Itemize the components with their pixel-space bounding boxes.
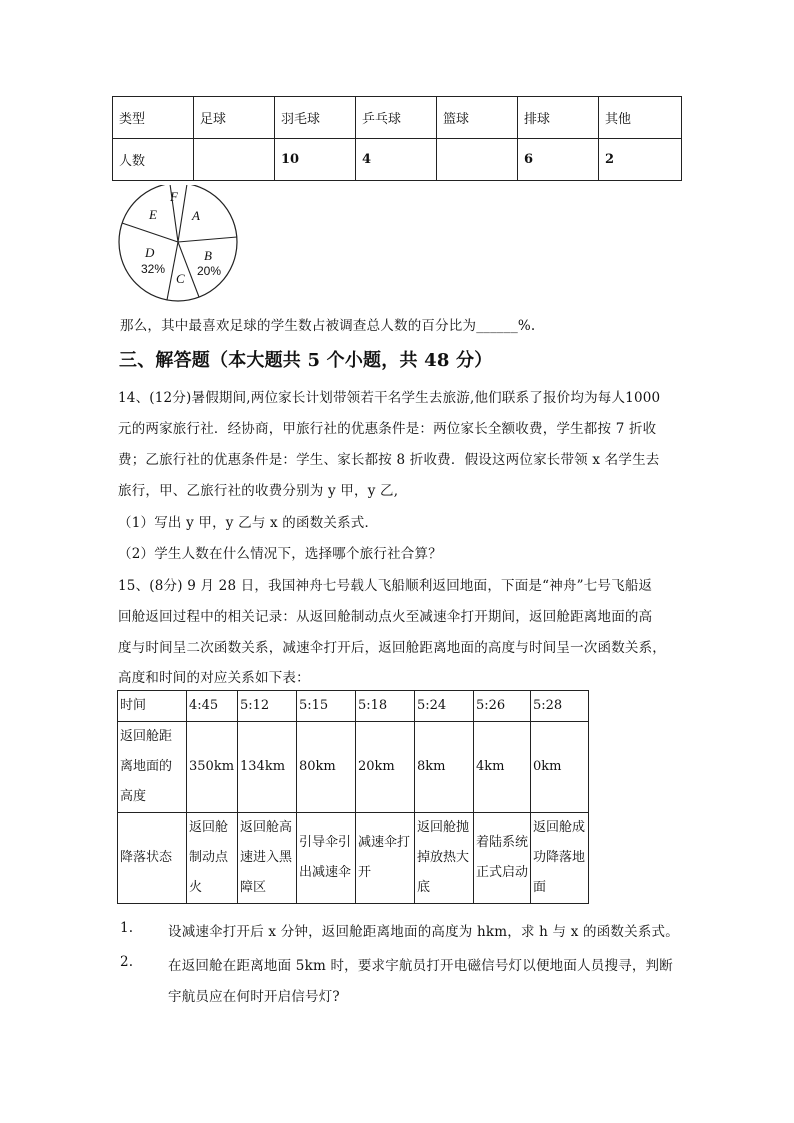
table-row — [118, 691, 589, 722]
cell-line: 速进入黑 — [240, 850, 293, 865]
q15-line: 15、(8分) 9 月 28 日，我国神舟七号载人飞船顺利返回地面，下面是“神舟”七号飞船返 — [118, 578, 653, 594]
table-cell: 羽毛球 — [275, 97, 356, 139]
table-cell: 类型 — [113, 97, 194, 139]
table-cell: 80km — [297, 722, 356, 813]
q15-sub: 设减速伞打开后 x 分钟，返回舱距离地面的高度为 hkm，求 h 与 x 的函数关系式。 — [168, 924, 679, 940]
table-cell — [118, 722, 187, 813]
cell-line: 正式启动 — [476, 865, 529, 880]
table-cell: 降落状态 — [118, 813, 187, 904]
cell-line: 着陆系统 — [476, 835, 529, 850]
pie-pct-d: 32% — [141, 262, 166, 276]
cell-line: 出减速伞 — [299, 865, 352, 880]
table-cell: 时间 — [118, 691, 187, 722]
table-cell: 人数 — [113, 139, 194, 181]
q13-tail: 那么，其中最喜欢足球的学生数占被调查总人数的百分比为______%. — [120, 318, 536, 334]
cell-line: 返回舱抛 — [417, 820, 470, 835]
table-cell — [187, 813, 238, 904]
pie-chart — [116, 185, 242, 305]
q15-line: 高度和时间的对应关系如下表： — [118, 670, 310, 686]
cell-line: 引导伞引 — [299, 835, 352, 850]
pie-label-b: B — [204, 248, 212, 263]
table-cell: 10 — [275, 139, 356, 181]
cell-line: 离地面的 — [120, 759, 173, 774]
table-cell: 134km — [238, 722, 297, 813]
sports-table — [112, 96, 682, 181]
q14-line: 14、(12分)暑假期间,两位家长计划带领若干名学生去旅游,他们联系了报价均为每人1000 — [118, 390, 661, 406]
pie-divider — [178, 237, 237, 242]
table-cell — [238, 813, 297, 904]
table-row — [113, 139, 682, 181]
pie-label-f: F — [170, 189, 178, 204]
table-cell — [297, 813, 356, 904]
q15-line: 回舱返回过程中的相关记录：从返回舱制动点火至减速伞打开期间，返回舱距离地面的高 — [118, 609, 653, 625]
table-row — [118, 722, 589, 813]
cell-line: 开 — [358, 865, 372, 880]
table-cell — [415, 813, 474, 904]
table-cell: 其他 — [599, 97, 682, 139]
cell-line: 返回舱高 — [240, 820, 293, 835]
table-row — [118, 813, 589, 904]
table-cell: 4 — [356, 139, 437, 181]
pie-pct-b: 20% — [197, 264, 222, 278]
q14-line: 元的两家旅行社．经协商，甲旅行社的优惠条件是：两位家长全额收费，学生都按 7 折收 — [118, 421, 657, 437]
descent-table — [117, 690, 589, 904]
pie-divider — [178, 185, 187, 242]
table-cell: 篮球 — [437, 97, 518, 139]
cell-line: 功降落地 — [533, 850, 586, 865]
cell-line: 返回舱距 — [120, 729, 173, 744]
table-row — [113, 97, 682, 139]
pie-divider — [122, 223, 178, 242]
table-cell: 5:12 — [238, 691, 297, 722]
cell-line: 障区 — [240, 880, 267, 895]
table-cell — [194, 139, 275, 181]
table-cell: 350km — [187, 722, 238, 813]
table-cell: 5:26 — [474, 691, 531, 722]
q14-part: （2）学生人数在什么情况下，选择哪个旅行社合算？ — [118, 546, 442, 562]
q15-sub: 在返回舱在距离地面 5km 时，要求宇航员打开电磁信号灯以便地面人员搜寻，判断 — [168, 958, 673, 974]
table-cell: 20km — [356, 722, 415, 813]
cell-line: 火 — [189, 880, 203, 895]
cell-line: 掉放热大 — [417, 850, 470, 865]
q14-part: （1）写出 y 甲，y 乙与 x 的函数关系式． — [118, 515, 379, 531]
table-cell — [437, 139, 518, 181]
cell-line: 底 — [417, 880, 431, 895]
table-cell: 5:28 — [531, 691, 589, 722]
cell-line: 面 — [533, 880, 547, 895]
cell-line: 返回舱成 — [533, 820, 586, 835]
table-cell: 4:45 — [187, 691, 238, 722]
cell-line: 高度 — [120, 789, 147, 804]
table-cell: 8km — [415, 722, 474, 813]
table-cell: 排球 — [518, 97, 599, 139]
q15-sub-number: 2. — [120, 954, 134, 970]
cell-line: 制动点 — [189, 850, 229, 865]
q14-line: 旅行，甲、乙旅行社的收费分别为 y 甲，y 乙, — [118, 483, 399, 499]
pie-label-a: A — [192, 208, 200, 223]
q15-line: 度与时间呈二次函数关系，减速伞打开后，返回舱距离地面的高度与时间呈一次函数关系， — [118, 640, 666, 656]
table-cell — [356, 813, 415, 904]
q15-sub: 宇航员应在何时开启信号灯? — [168, 989, 340, 1005]
pie-label-d: D — [145, 245, 155, 260]
table-cell: 5:18 — [356, 691, 415, 722]
pie-divider — [178, 242, 199, 297]
pie-label-c: C — [176, 271, 185, 286]
table-cell: 5:24 — [415, 691, 474, 722]
table-cell: 0km — [531, 722, 589, 813]
q14-line: 费；乙旅行社的优惠条件是：学生、家长都按 8 折收费．假设这两位家长带领 x 名学生去 — [118, 452, 660, 468]
table-cell — [531, 813, 589, 904]
section-heading: 三、解答题（本大题共 5 个小题，共 48 分） — [119, 350, 493, 371]
cell-line: 减速伞打 — [358, 835, 411, 850]
table-cell: 足球 — [194, 97, 275, 139]
q15-sub-number: 1. — [120, 920, 134, 936]
table-cell: 4km — [474, 722, 531, 813]
table-cell — [474, 813, 531, 904]
table-cell: 5:15 — [297, 691, 356, 722]
pie-label-e: E — [149, 207, 157, 222]
table-cell: 2 — [599, 139, 682, 181]
table-cell: 6 — [518, 139, 599, 181]
table-cell: 乒乓球 — [356, 97, 437, 139]
cell-line: 返回舱 — [189, 820, 229, 835]
